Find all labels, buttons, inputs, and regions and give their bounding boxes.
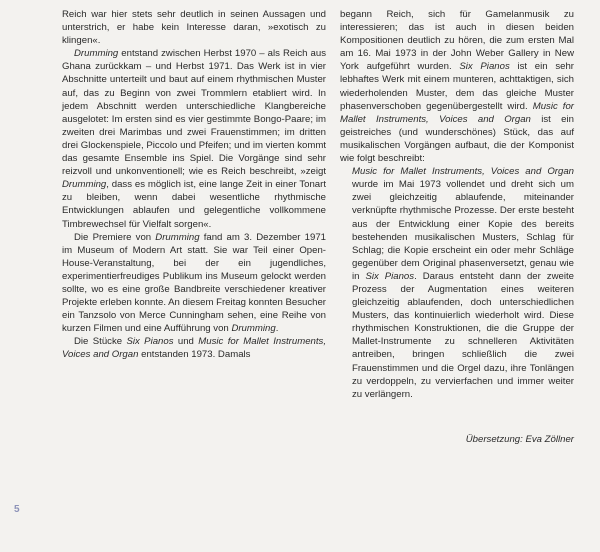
- paragraph: [62, 231, 326, 336]
- text: ist ein geistreiches (und wunderschönes) Stück, das auf musikalischen Vorgängen aufbaut, die der Komponist wie folgt beschreibt:: [340, 113, 574, 165]
- text: , dass es möglich ist, eine lange Zeit in einer Tonart zu bleiben, wenn dabei wesentliche rhythmische Entwicklungen ablaufen und gelegentliche vollkommene Timbrewechsel für Vielfalt sorgen«.: [62, 179, 326, 230]
- left-column: [62, 8, 326, 362]
- work-title: Drumming: [74, 48, 119, 60]
- work-title: Six Pianos: [126, 336, 174, 348]
- text: begann Reich, sich für Gamelanmusik zu interessieren; das ist auch in diesen beiden Kompositionen deutlich zu hören, die zum ersten Mal am 16. Mai 1973 in der John Weber Gallery in New York aufgeführt wurden.: [340, 9, 574, 73]
- work-title: Drumming: [155, 231, 200, 243]
- work-title: Six Pianos: [365, 270, 415, 282]
- text: entstanden 1973. Damals: [138, 349, 251, 361]
- page-number: 5: [14, 504, 20, 515]
- work-title: Six Pianos: [459, 61, 510, 73]
- text: Reich war hier stets sehr deutlich in seinen Aussagen und unterstrich, er habe kein Interesse daran, »exotisch zu klingen«.: [62, 9, 326, 47]
- block-quote: [352, 165, 574, 401]
- paragraph: [62, 47, 326, 230]
- translator-credit: Übersetzung: Eva Zöllner: [465, 433, 574, 445]
- work-title: Drumming: [62, 179, 107, 191]
- right-column: [340, 8, 574, 446]
- text: .: [275, 323, 279, 335]
- text: Die Stücke: [74, 336, 127, 348]
- text: ist ein sehr lebhaftes Werk mit einem munteren, achttaktigen, sich wiederholenden Muster, dem das gleiche Muster phasenverschoben gegenübergestellt wird.: [340, 61, 574, 112]
- work-title: Music for Mallet Instruments, Voices and Organ: [62, 336, 327, 361]
- work-title: Music for Mallet Instruments, Voices and Organ: [352, 166, 574, 178]
- text: entstand zwischen Herbst 1970 – als Reich aus Ghana zurückkam – und Herbst 1971. Das Werk ist in vier Abschnitte unterteilt und baut auf einem rhythmischen Muster auf, das zu Beginn von zwei Trommlern etabliert wird. In jedem Abschnitt werden unterschiedliche Klangbereiche ausgelotet: Im ersten sind es vier gestimmte Bongo-Paare; im zweiten drei Marimbas und zwei Frauenstimmen; im dritten drei Glockenspiele, Piccolo und Pfeifen; und im vierten kommt das gesamte Ensemble ins Spiel. Die Vorgänge sind sehr reizvoll und unkonventionell; wie es Reich beschreibt, »zeigt: [62, 48, 326, 178]
- text: . Daraus entsteht dann der zweite Prozess der Augmentation eines weiteren gleichzeitig ablaufenden, doch unterschiedlichen Musters, das kontinuierlich wiederholt wird. Diese rhythmischen Konstruktionen, die die Gruppe der Mallet-Instrumente zu schnelleren Aktivitäten antreiben, bringen schließlich die zwei Frauenstimmen und die Orgel dazu, ihre Tonlängen zu verdoppeln, zu vervierfachen und immer weiter zu verlängern.: [352, 270, 574, 400]
- work-title: Music for Mallet Instruments, Voices and Organ: [340, 100, 574, 125]
- paragraph: [352, 165, 574, 401]
- paragraph: [62, 8, 326, 47]
- text: fand am 3. Dezember 1971 im Museum of Modern Art statt. Sie war Teil einer Open-House-Veranstaltung, bei der ein jugendliches, experimentierfreudiges Publikum ins Museum gelockt werden sollte, wo es eine große Bandbreite verschiedener kreativer Projekte erleben konnte. An diesem Freitag konnten Besucher ein Tanzsolo von Merce Cunningham sehen, eine Reihe von kurzen Filmen und eine Aufführung von: [62, 231, 326, 335]
- text: wurde im Mai 1973 vollendet und dreht sich um zwei gleichzeitig ablaufende, miteinander verknüpfte rhythmische Prozesse. Der erste besteht aus der Entwicklung einer Kopie des bereits bestehenden musikalischen Musters, Schlag für Schlag; die Kopie erscheint ein oder mehr Schläge gegenüber dem Original phasenversetzt, genau wie in: [352, 179, 574, 282]
- text: Die Premiere von: [74, 231, 156, 243]
- text: und: [173, 336, 199, 348]
- paragraph: [62, 335, 326, 361]
- work-title: Drumming: [231, 323, 276, 335]
- paragraph: [340, 8, 574, 165]
